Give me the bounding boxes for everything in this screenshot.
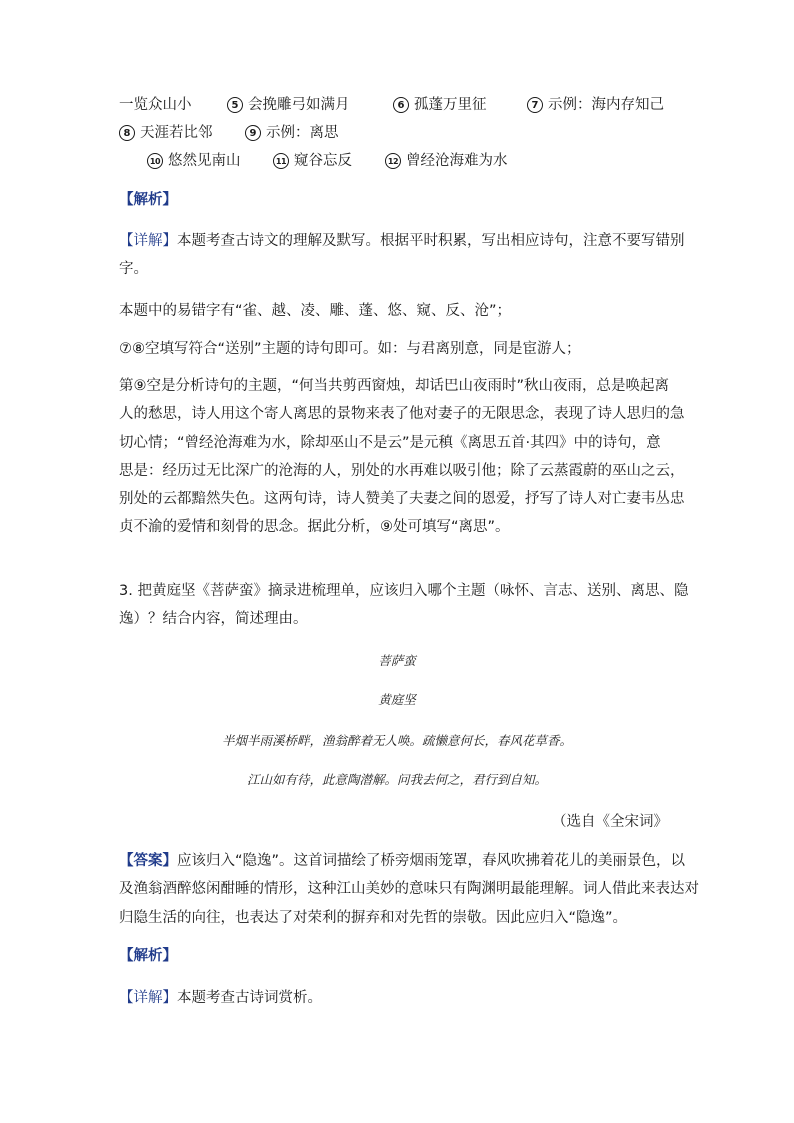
answer-3-paragraph: 【答案】应该归入“隐逸”。这首词描绘了桥旁烟雨笼罩，春风吹拂着花儿的美丽景色，以 及渔翁酒醉悠闲酣睡的情形，这种江山美妙的意味只有陶渊明最能理解。词人借此来表达对 归隐生活的向往，也表达了对荣利的摒弃和对先哲的崇敬。因此应归入“隐逸”。 [119,853,699,926]
answer-lead: 一览众山小 [119,97,192,113]
circled-number: 7 [527,97,543,113]
typo-line: 本题中的易错字有“雀、越、凌、雕、蓬、悠、窥、反、沧”； [119,303,512,319]
answer-tag: 【答案】 [119,853,177,869]
answer-5: 5 会挽雕弓如满月 [227,95,350,115]
circled-number: 5 [227,97,243,113]
circled-number: 8 [119,125,135,141]
detail-tag: 【详解】 [119,233,177,249]
detail-tag-2: 【详解】 [119,990,177,1006]
note-9-paragraph: 第⑨空是分析诗句的主题，“何当共剪西窗烛，却话巴山夜雨时”秋山夜雨，总是唤起离 人的愁思，诗人用这个寄人离思的景物来表了他对妻子的无限思念，表现了诗人思归的急 切心情；“曾经沧海难为水，除却巫山不是云”是元稹《离思五首·其四》中的诗句，意 思是：经历过无比深广的沧海的人，别处的水再难以吸引他；除了云蒸霞蔚的巫山之云， 别处的云都黯然失色。这两句诗，诗人赞美了夫妻之间的恩爱，抒写了诗人对亡妻韦丛忠 贞不渝的爱情和刻骨的思念。据此分析，⑨处可填写“离思”。 [119,378,685,536]
answer-row-2 [119,123,675,143]
detail-text-cont: 字。 [119,261,148,278]
answer-8: 8 天涯若比邻 [119,123,213,143]
circled-number: 11 [273,153,289,169]
poem-source: （选自《全宋词》 [552,814,668,830]
poem-author: 黄庭坚 [378,692,416,707]
answer-11: 11 窥谷忘反 [273,151,352,171]
question-3: 3. 把黄庭坚《菩萨蛮》摘录进梳理单，应该归入哪个主题（咏怀、言志、送别、离思、隐 逸）？结合内容，简述理由。 [119,583,689,628]
answer-9: 9 示例：离思 [245,123,339,143]
answer-7: 7 示例：海内存知己 [527,95,664,115]
answer-12: 12 曾经沧海难为水 [385,151,508,171]
circled-number: 9 [245,125,261,141]
detail-paragraph-2 [119,984,675,1012]
poem-line-1: 半烟半雨溪桥畔，渔翁醉着无人唤。疏懒意何长，春风花草香。 [221,733,572,748]
analysis-heading: 【解析】 [119,192,177,208]
answer-10: 10 悠然见南山 [147,151,241,171]
detail-text-2: 本题考查古诗词赏析。 [177,990,322,1006]
circled-number: 6 [393,97,409,113]
poem-title: 菩萨蛮 [378,653,416,668]
note-7-8: ⑦⑧空填写符合“送别”主题的诗句即可。如：与君离别意，同是宦游人； [119,341,581,357]
answer-6: 6 孤蓬万里征 [393,95,487,115]
circled-number: 12 [385,153,401,169]
answer-row-1 [119,95,675,115]
poem-line-2: 江山如有待，此意陶潜解。问我去何之，君行到自知。 [246,772,547,787]
detail-text: 本题考查古诗文的理解及默写。根据平时积累，写出相应诗句，注意不要写错别 [177,233,685,249]
detail-paragraph [119,227,685,284]
answer-row-3 [119,151,675,171]
analysis-heading-2: 【解析】 [119,948,177,964]
circled-number: 10 [147,153,163,169]
